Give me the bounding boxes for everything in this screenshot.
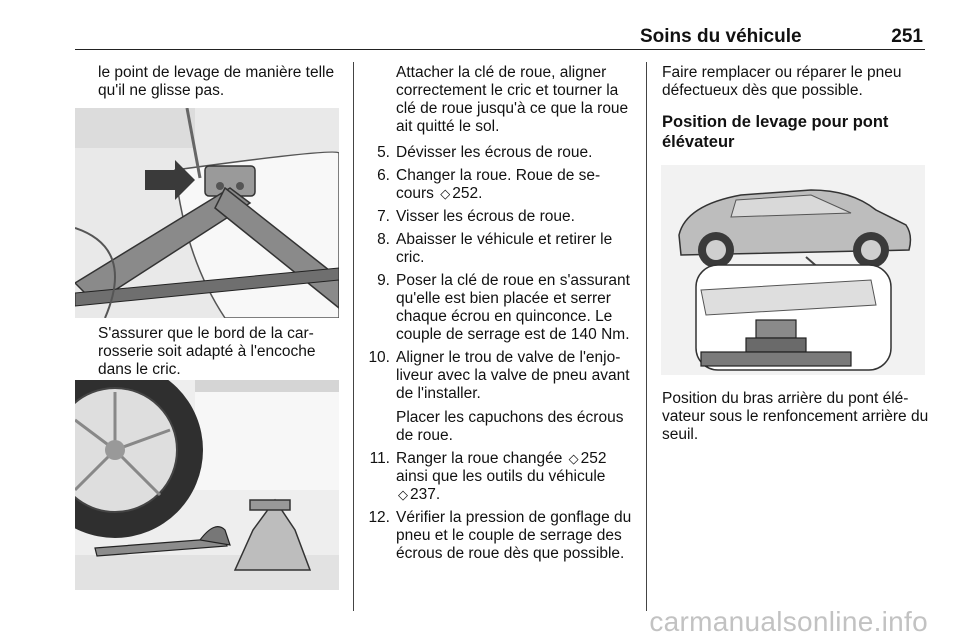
step-5 [355, 144, 637, 162]
step-text: Poser la clé de roue en s'assurant qu'elle est bien placée et serrer chaque écrou en quinconce. Le couple de serrage est de 140 Nm. [396, 272, 630, 343]
column-3-caption [662, 390, 930, 444]
step-text-continued: ainsi que les outils du véhicule [396, 468, 606, 485]
column-2 [355, 64, 637, 568]
column-3 [662, 64, 932, 152]
step-number: 11. [369, 450, 390, 467]
lift-position-illustration [661, 165, 925, 375]
jack-placement-illustration [75, 108, 339, 318]
step-text: Aligner le trou de valve de l'enjo-liveur avec la valve de pneu avant de l'installer. [396, 349, 630, 402]
col1-intro: le point de levage de manière telle qu'il ne glisse pas. [98, 64, 335, 99]
step-text: Ranger la roue changée [396, 450, 563, 467]
col3-caption: Position du bras arrière du pont élé-vateur sous le renfoncement arrière du seuil. [662, 390, 929, 443]
page-reference[interactable]: 237. [410, 486, 441, 503]
column-1 [98, 64, 346, 100]
step-number: 7. [377, 208, 390, 225]
step-number: 5. [377, 144, 390, 161]
section-title-header: Soins du véhicule [640, 26, 802, 47]
page-reference[interactable]: 252. [452, 185, 483, 202]
column-divider-2 [646, 62, 647, 611]
watermark: carmanualsonline.info [649, 606, 928, 637]
step-text: Vérifier la pression de gonflage du pneu et le couple de serrage des écrous de roue dès que possible. [396, 509, 632, 562]
step-number: 12. [368, 509, 390, 526]
step-text: Changer la roue. Roue de se-cours [396, 167, 601, 202]
step-12 [355, 509, 637, 563]
col2-intro: Attacher la clé de roue, aligner correctement le cric et tourner la clé de roue jusqu'à ce que la roue ait quitté le sol. [396, 64, 629, 135]
column-1-caption [98, 325, 346, 379]
jack-placement-svg [75, 108, 339, 318]
step-text: Visser les écrous de roue. [396, 208, 575, 225]
step-7 [355, 208, 637, 226]
step-number: 10. [368, 349, 390, 366]
jack-tool-svg [75, 380, 339, 590]
page-number: 251 [891, 26, 923, 47]
page-reference-icon: ◇ [398, 487, 408, 502]
step-number: 6. [377, 167, 390, 184]
lift-position-heading: Position de levage pour pont élévateur [662, 113, 889, 151]
page-reference-icon: ◇ [568, 451, 579, 466]
step-10 [355, 349, 637, 445]
step-text: Dévisser les écrous de roue. [396, 144, 593, 161]
step-subtext: Placer les capuchons des écrous de roue. [396, 409, 624, 444]
step-11 [355, 450, 637, 504]
page-reference-icon: ◇ [440, 186, 451, 201]
lift-position-svg [661, 165, 925, 375]
page-header [640, 26, 923, 48]
page-reference[interactable]: 252 [580, 450, 607, 467]
step-number: 9. [377, 272, 390, 289]
col1-caption: S'assurer que le bord de la car-rosserie soit adapté à l'encoche dans le cric. [98, 325, 316, 378]
procedure-steps [355, 144, 637, 563]
step-8 [355, 231, 637, 267]
step-9 [355, 272, 637, 344]
header-rule [75, 49, 925, 50]
step-6 [355, 167, 637, 203]
step-number: 8. [377, 231, 390, 248]
col3-intro: Faire remplacer ou réparer le pneu défectueux dès que possible. [662, 64, 902, 99]
jack-tool-illustration [75, 380, 339, 590]
column-divider-1 [353, 62, 354, 611]
step-text: Abaisser le véhicule et retirer le cric. [396, 231, 613, 266]
